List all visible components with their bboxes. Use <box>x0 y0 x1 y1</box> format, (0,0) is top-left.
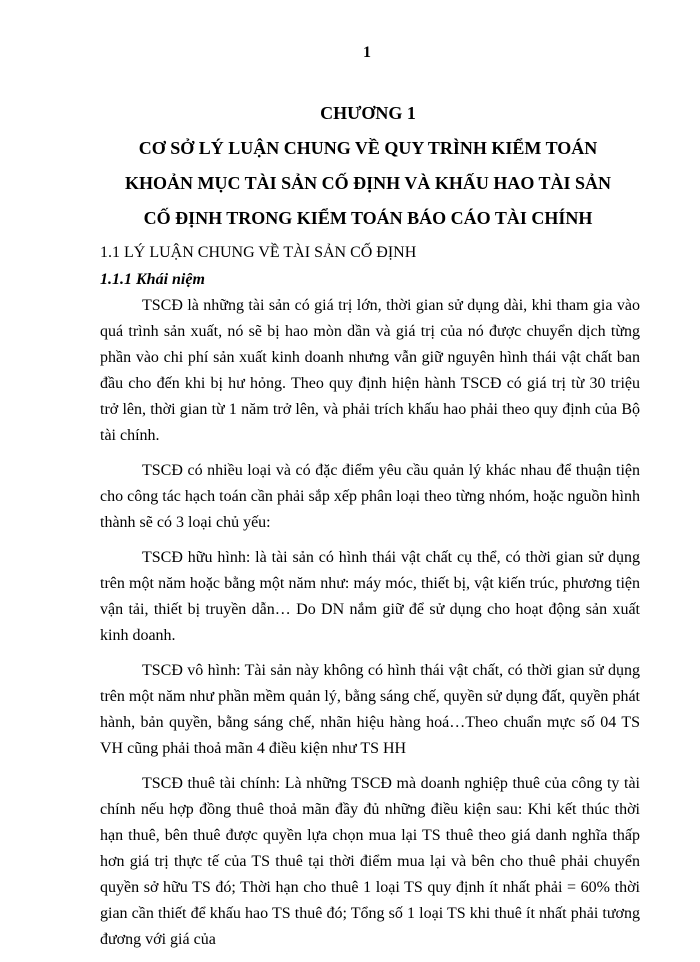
paragraph-classification: TSCĐ có nhiều loại và có đặc điểm yêu cầu quản lý khác nhau để thuận tiện cho công tác hạch toán cần phải sắp xếp phân loại theo từng nhóm, hoặc nguồn hình thành sẽ có 3 loại chủ yếu: <box>100 462 640 531</box>
paragraph-tangible-assets: TSCĐ hữu hình: là tài sản có hình thái vật chất cụ thể, có thời gian sử dụng trên một năm hoặc bằng một năm như: máy móc, thiết bị, vật kiến trúc, phương tiện vận tải, thiết bị truyền dẫn… Do DN nắm giữ để sử dụng cho hoạt động sản xuất kinh doanh. <box>100 549 640 644</box>
paragraph-definition: TSCĐ là những tài sản có giá trị lớn, thời gian sử dụng dài, khi tham gia vào quá trình sản xuất, nó sẽ bị hao mòn dần và giá trị của nó được chuyển dịch từng phần vào chi phí sản xuất kinh doanh nhưng vẫn giữ nguyên hình thái vật chất ban đầu cho đến khi bị hư hỏng. Theo quy định hiện hành TSCĐ có giá trị từ 30 triệu trở lên, thời gian từ 1 năm trở lên, và phải trích khấu hao phải theo quy định của Bộ tài chính. <box>100 297 640 444</box>
paragraph-intangible-assets: TSCĐ vô hình: Tài sản này không có hình thái vật chất, có thời gian sử dụng trên một năm như phần mềm quản lý, bằng sáng chế, quyền sử dụng đất, quyền phát hành, bản quyền, bằng sáng chế, nhãn hiệu hàng hoá…Theo chuẩn mực số 04 TS VH cũng phải thoả mãn 4 điều kiện như TS HH <box>100 662 640 757</box>
chapter-title-line: CƠ SỞ LÝ LUẬN CHUNG VỀ QUY TRÌNH KIỂM TOÁN <box>138 138 598 158</box>
subsection-heading: 1.1.1 Khái niệm <box>100 271 205 288</box>
page-number: 1 <box>363 44 371 61</box>
chapter-title-line: KHOẢN MỤC TÀI SẢN CỐ ĐỊNH VÀ KHẤU HAO TÀI SẢN <box>124 173 612 193</box>
chapter-heading <box>100 96 636 236</box>
paragraph-finance-lease: TSCĐ thuê tài chính: Là những TSCĐ mà doanh nghiệp thuê của công ty tài chính nếu hợp đồng thuê thoả mãn đầy đủ những điều kiện sau: Khi kết thúc thời hạn thuê, bên thuê được quyền lựa chọn mua lại TS thuê theo giá danh nghĩa thấp hơn giá trị thực tế của TS thuê tại thời điểm mua lại và bên cho thuê phải chuyển quyền sở hữu TS đó; Thời hạn cho thuê 1 loại TS quy định ít nhất phải = 60% thời gian cần thiết để khấu hao TS thuê đó; Tổng số 1 loại TS khi thuê ít nhất phải tương đương với giá của <box>100 775 640 948</box>
chapter-title-line: CỐ ĐỊNH TRONG KIỂM TOÁN BÁO CÁO TÀI CHÍNH <box>143 208 593 228</box>
body-text <box>100 293 640 962</box>
section-heading: 1.1 LÝ LUẬN CHUNG VỀ TÀI SẢN CỐ ĐỊNH <box>100 244 417 261</box>
chapter-label: CHƯƠNG 1 <box>320 103 416 123</box>
